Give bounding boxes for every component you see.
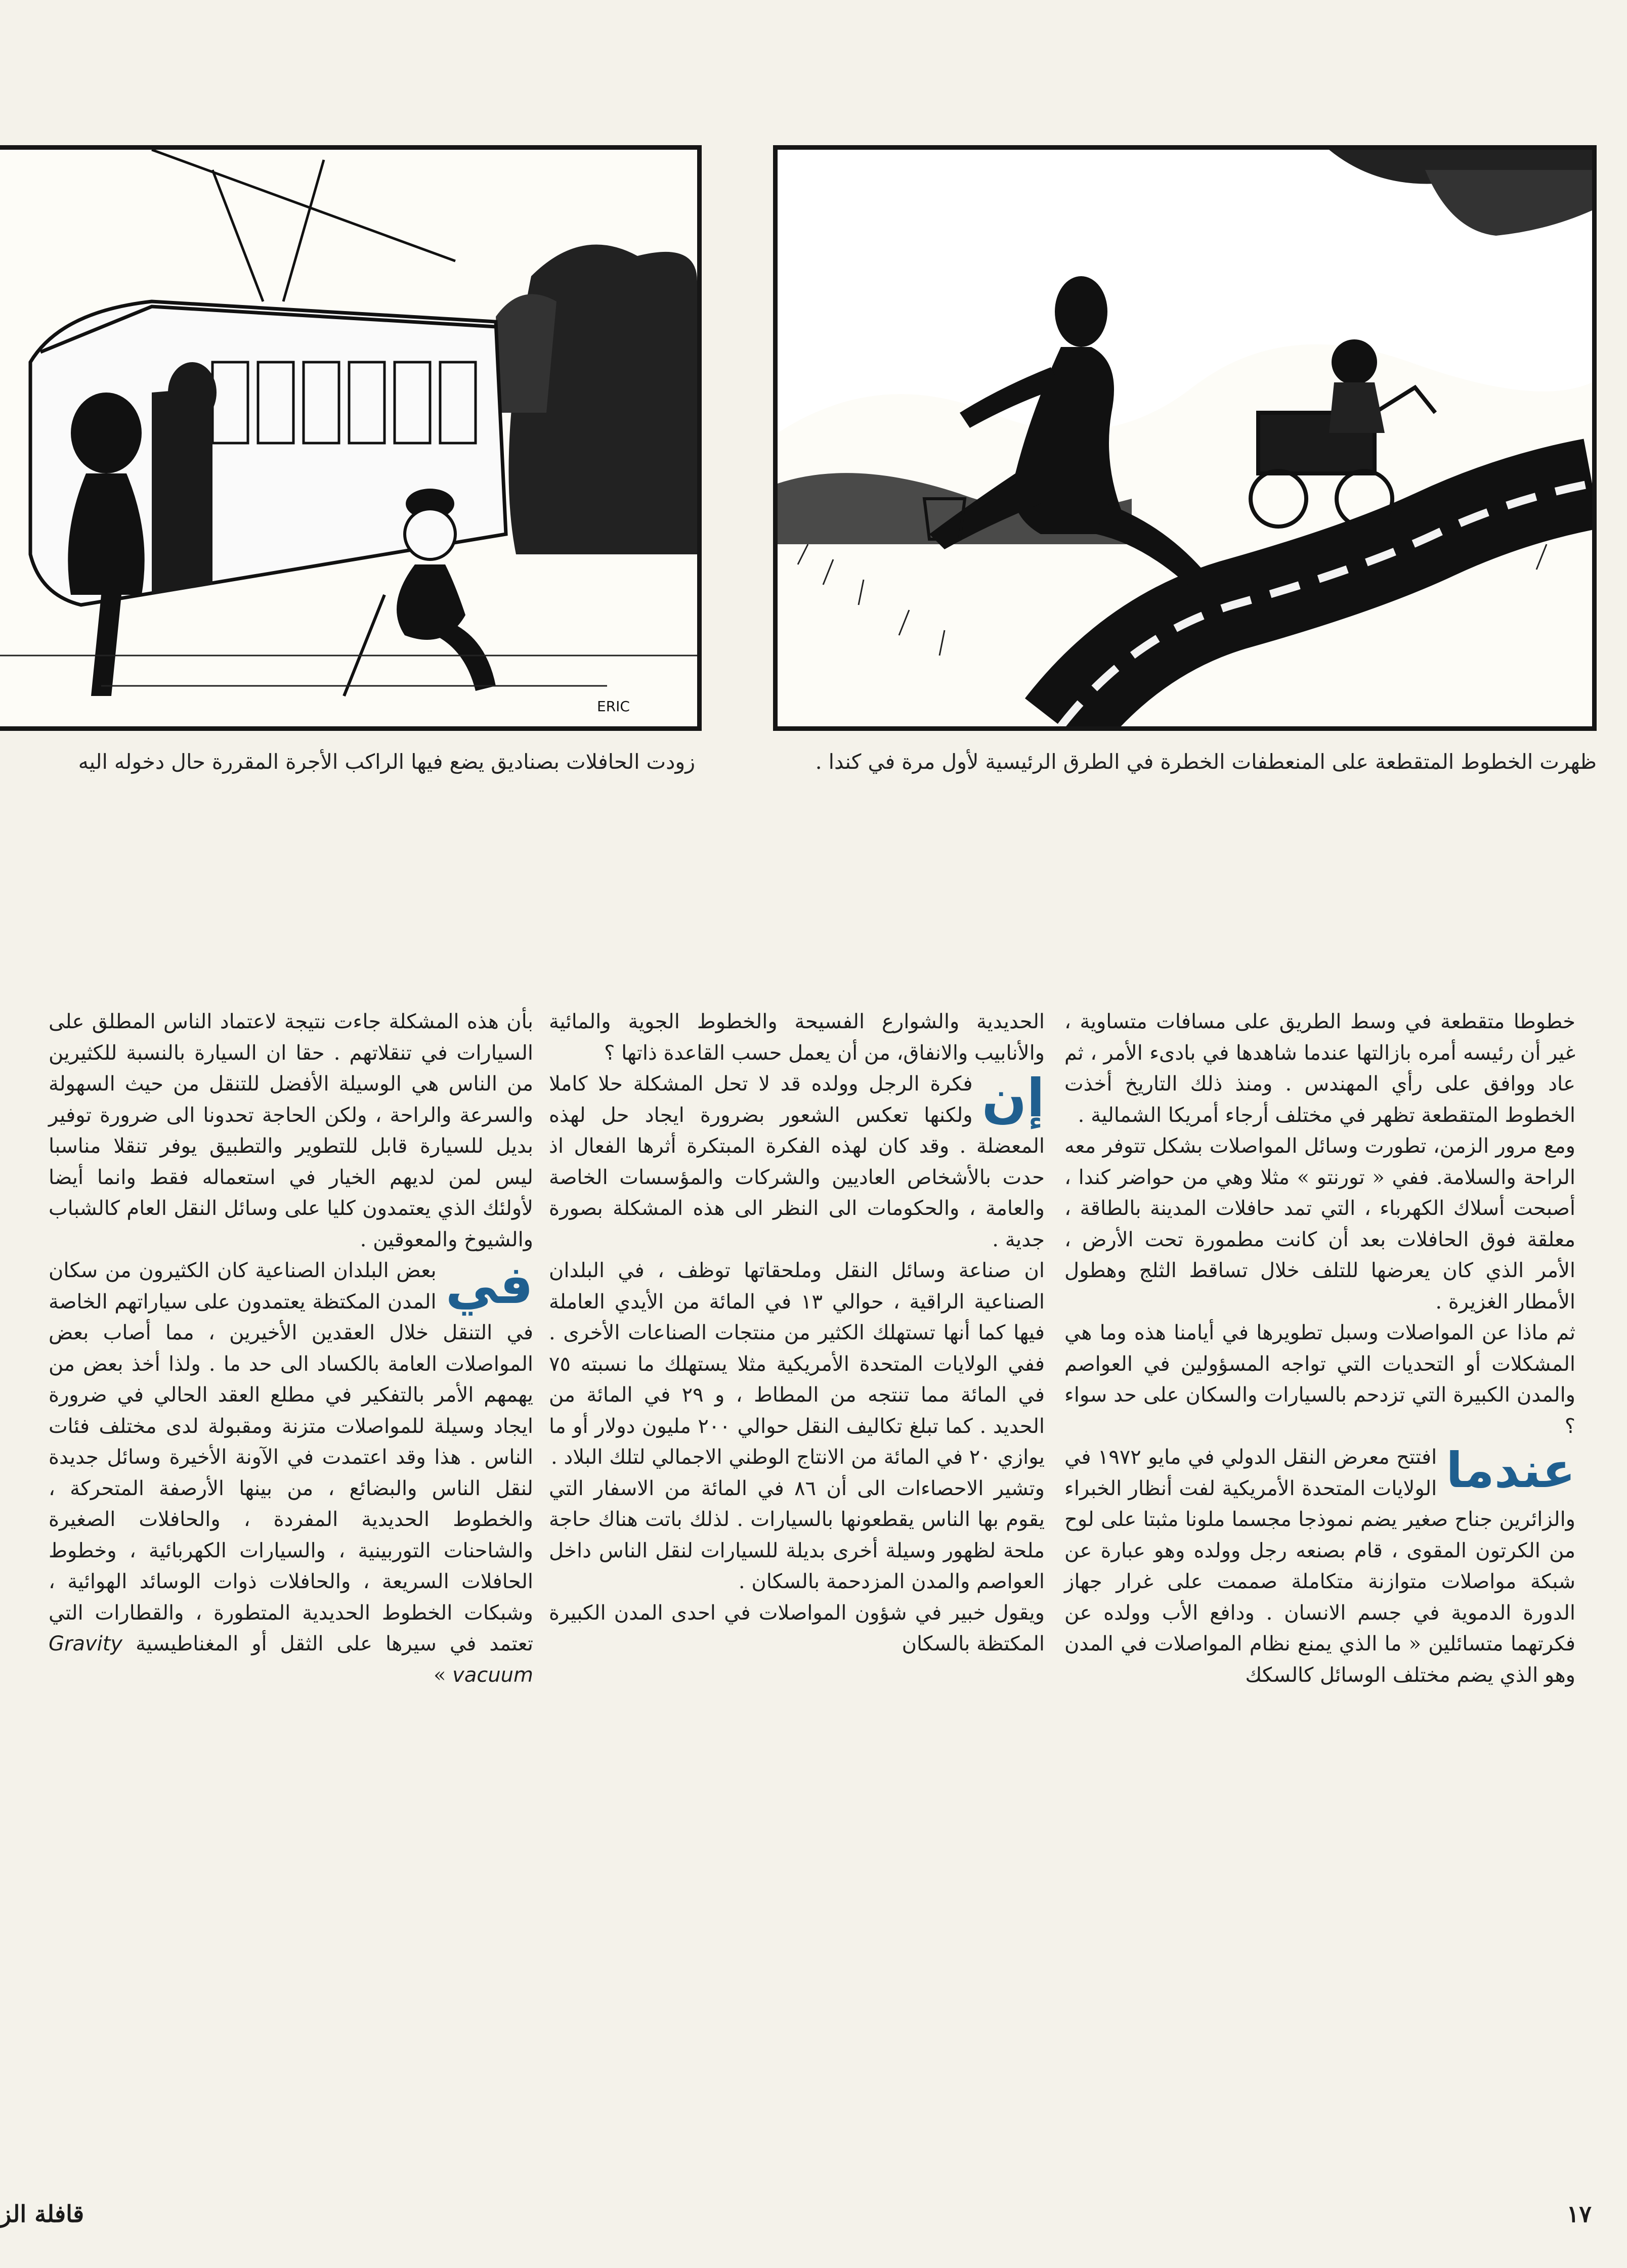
dropcap-inna: إن (981, 1067, 1045, 1129)
magazine-name: قافلة الز (0, 2200, 84, 2228)
col1-paragraph-4-text: افتتح معرض النقل الدولي في مايو ١٩٧٢ في الولايات المتحدة الأمريكية لفت أنظار الخبراء والزائرين جناح صغير يضم نموذجا مجسما ملونا مثبتا على لوح من الكرتون المقوى ، قام بصنعه رجل وولده وهو عبارة عن شبكة مواصلات متوازنة متكاملة صممت على غرار جهاز الدورة الدموية في جسم الانسان . ودافع الأب وولده عن فكرتهما متسائلين « ما الذي يمنع نظام المواصلات في المدن وهو الذي يضم مختلف الوسائل كالسكك (1064, 1446, 1576, 1687)
col1-paragraph-1: خطوطا متقطعة في وسط الطريق على مسافات متساوية ، غير أن رئيسه أمره بازالتها عندما شاهدها في بادىء الأمر ، ثم عاد ووافق على رأي المهندس . ومنذ ذلك التاريخ أخذت الخطوط المتقطعة تظهر في مختلف أرجاء أمريكا الشمالية . (1064, 1010, 1575, 1127)
quote-close: » (433, 1663, 446, 1687)
article-column-2 (549, 1007, 1045, 1660)
col3-paragraph-2-text: بعض البلدان الصناعية كان الكثيرون من سكان المدن المكتظة يعتمدون على سياراتهم الخاصة في التنقل خلال العقدين الأخيرين ، مما أصاب بعض المواصلات العامة بالكساد الى حد ما . ولذا أخذ بعض من يهمهم الأمر بالتفكير في مطلع العقد الحالي في ضرورة ايجاد وسيلة للمواصلات متزنة ومقبولة لدى مختلف فئات الناس . هذا وقد اعتمدت في الآونة الأخيرة وسائل جديدة لنقل الناس والبضائع ، من بينها الأرصفة المتحركة ، والخطوط الحديدية المفردة ، والحافلات الصغيرة والشاحنات التوربينية ، والسيارات الكهربائية ، وخطوط الحافلات السريعة ، والحافلات ذوات الوسائد الهوائية ، وشبكات الخطوط الحديدية المتطورة ، والقطارات التي تعتمد في سيرها على الثقل أو المغناطيسية (49, 1259, 534, 1655)
road-painter-drawing (778, 150, 1592, 726)
col2-paragraph-4: وتشير الاحصاءات الى أن ٨٦ في المائة من الاسفار التي يقوم بها الناس يقطعونها بالسيارات . لذلك باتت هناك حاجة ملحة لظهور وسيلة أخرى بديلة للسيارات لنقل الناس داخل العواصم والمدن المزدحمة بالسكان . (549, 1476, 1045, 1593)
col2-paragraph-2-text: فكرة الرجل وولده قد لا تحل المشكلة حلا كاملا ولكنها تعكس الشعور بضرورة ايجاد حل لهذه المعضلة . وقد كان لهذه الفكرة المبتكرة أثرها الفعال اذ حدت بالأشخاص العاديين والشركات والمؤسسات الخاصة والعامة ، والحكومات الى النظر الى هذه المشكلة بصورة جدية . (549, 1072, 1045, 1251)
page-number: ١٧ (1566, 2200, 1592, 2228)
col2-paragraph-1: الحديدية والشوارع الفسيحة والخطوط الجوية والمائية والأنابيب والانفاق، من أن يعمل حسب القاعدة ذاتها ؟ (549, 1010, 1045, 1065)
illustration-tram (0, 145, 702, 731)
dropcap-indama: عندما (1446, 1442, 1575, 1499)
col2-paragraph-5: ويقول خبير في شؤون المواصلات في احدى المدن الكبيرة المكتظة بالسكان (549, 1601, 1045, 1655)
illustration-road-painter (773, 145, 1597, 731)
col1-paragraph-2: ومع مرور الزمن، تطورت وسائل المواصلات بشكل تتوفر معه الراحة والسلامة. ففي « تورنتو » مثلا وهي من حواضر كندا ، أصبحت أسلاك الكهرباء ، التي تمد حافلات المدينة بالطاقة ، معلقة فوق الحافلات بعد أن كانت مطمورة تحت الأرض ، الأمر الذي كان يعرضها للتلف خلال تساقط الثلج وهطول الأمطار الغزيرة . (1064, 1135, 1575, 1314)
col1-paragraph-3: ثم ماذا عن المواصلات وسبل تطويرها في أيامنا هذه وما هي المشكلات أو التحديات التي تواجه المسؤولين في العواصم والمدن الكبيرة التي تزدحم بالسيارات والسكان على حد سواء ؟ (1064, 1321, 1575, 1438)
col3-paragraph-1: بأن هذه المشكلة جاءت نتيجة لاعتماد الناس المطلق على السيارات في تنقلاتهم . حقا ان السيارة بالنسبة للكثيرين من الناس هي الوسيلة الأفضل للتنقل من حيث السهولة والسرعة والراحة ، ولكن الحاجة تحدونا الى ضرورة توفير بديل للسيارة قابل للتطوير والتطبيق يوفر تنقلا مناسبا ليس لمن لديهم الخيار في استعماله فقط وانما أيضا لأولئك الذي يعتمدون كليا على وسائل النقل العام كالشباب والشيوخ والمعوقين . (49, 1010, 533, 1251)
col3-paragraph-2 (49, 1255, 533, 1691)
col2-paragraph-3: ان صناعة وسائل النقل وملحقاتها توظف ، في البلدان الصناعية الراقية ، حوالي ١٣ في المائة من الأيدي العاملة فيها كما أنها تستهلك الكثير من منتجات الصناعات الأخرى . ففي الولايات المتحدة الأمريكية مثلا يستهلك ما نسبته ٧٥ في المائة مما تنتجه من المطاط ، و ٢٩ في المائة من الحديد . كما تبلغ تكاليف النقل حوالي ٢٠٠ مليون دولار أو ما يوازي ٢٠ في المائة من الانتاج الوطني الاجمالي لتلك البلاد . (549, 1259, 1045, 1469)
latin-term: Gravity vacuum (49, 1632, 533, 1687)
caption-right: ظهرت الخطوط المتقطعة على المنعطفات الخطرة في الطرق الرئيسية لأول مرة في كندا . (815, 750, 1597, 774)
col1-paragraph-4 (1064, 1442, 1575, 1691)
article-column-1 (1064, 1007, 1575, 1691)
caption-left: زودت الحافلات بصناديق يضع فيها الراكب الأجرة المقررة حال دخوله اليه (78, 750, 695, 774)
dropcap-fi: في (445, 1254, 533, 1316)
article-column-3 (49, 1007, 533, 1691)
illustration-signature: ERIC (597, 698, 630, 715)
tram-drawing (0, 150, 697, 726)
col2-paragraph-2 (549, 1069, 1045, 1255)
